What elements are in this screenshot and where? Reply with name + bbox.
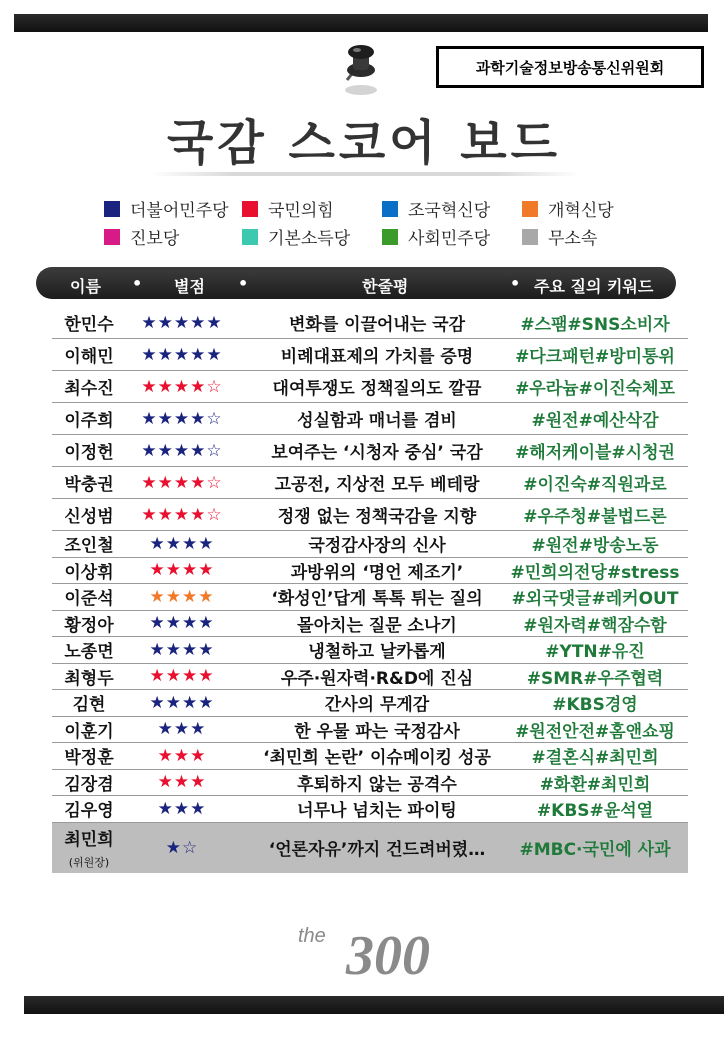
- one-line-review: 간사의 무게감: [324, 695, 430, 716]
- star-rating: ★★★★☆: [141, 440, 223, 461]
- bottom-decorative-bar: [24, 996, 724, 1014]
- legend-label: 무소속: [548, 229, 598, 249]
- table-row: [52, 339, 688, 371]
- question-keywords: #KBS경영: [552, 695, 638, 716]
- table-row: [52, 690, 688, 717]
- table-header: [36, 267, 676, 299]
- logo-number: 300: [346, 925, 430, 982]
- top-decorative-bar: [14, 14, 708, 32]
- header-bullet: •: [238, 274, 249, 293]
- member-name: 박정훈: [64, 748, 114, 769]
- the300-logo: [296, 912, 456, 982]
- legend-label: 개혁신당: [548, 201, 614, 221]
- table-row: [52, 637, 688, 664]
- one-line-review: 몰아치는 질문 소나기: [297, 615, 457, 636]
- one-line-review: 비례대표제의 가치를 증명: [280, 347, 474, 367]
- question-keywords: #스팸#SNS소비자: [520, 315, 670, 335]
- header-bullet: •: [132, 274, 143, 293]
- one-line-review: 과방위의 ‘명언 제조기’: [290, 562, 464, 583]
- question-keywords: #결혼식#최민희: [531, 748, 659, 769]
- table-row: [52, 584, 688, 611]
- table-row: [52, 467, 688, 499]
- legend-swatch: [104, 229, 120, 245]
- table-row: [52, 435, 688, 467]
- page-title: 국감 스코어 보드: [167, 115, 561, 171]
- legend-item: [242, 196, 334, 221]
- legend-item: [382, 196, 490, 221]
- member-name: 황정아: [64, 615, 114, 636]
- one-line-review: ‘언론자유’까지 건드려버렸…: [268, 840, 486, 860]
- table-row: [52, 743, 688, 770]
- one-line-review: ‘최민희 논란’ 이슈메이킹 성공: [263, 748, 491, 769]
- legend-swatch: [382, 201, 398, 217]
- question-keywords: #KBS#윤석열: [536, 801, 654, 822]
- star-rating: ★★★★☆: [141, 376, 223, 397]
- member-name: 최형두: [64, 668, 114, 689]
- member-name: 한민수: [64, 315, 114, 335]
- legend-item: [382, 224, 490, 249]
- question-keywords: #해저케이블#시청권: [515, 443, 675, 463]
- legend-swatch: [242, 201, 258, 217]
- legend-swatch: [382, 229, 398, 245]
- one-line-review: 너무나 넘치는 파이팅: [297, 801, 457, 822]
- star-rating: ★★★★☆: [141, 504, 223, 525]
- member-name: 최수진: [64, 379, 114, 399]
- question-keywords: #외국댓글#레커OUT: [511, 589, 679, 610]
- one-line-review: ‘화성인’답게 톡톡 튀는 질의: [271, 589, 483, 610]
- star-rating: ★★★: [157, 745, 207, 766]
- one-line-review: 냉철하고 날카롭게: [308, 642, 446, 663]
- header-bullet: •: [510, 274, 521, 293]
- one-line-review: 대여투쟁도 정책질의도 깔끔: [272, 379, 482, 399]
- member-name: 이정헌: [64, 443, 114, 463]
- member-role: (위원장): [68, 856, 110, 869]
- one-line-review: 후퇴하지 않는 공격수: [297, 774, 457, 795]
- table-row: [52, 531, 688, 558]
- legend-item: [104, 196, 229, 221]
- chair-row: [52, 823, 688, 873]
- star-rating: ★★★★: [149, 560, 215, 581]
- question-keywords: #원전#방송노동: [531, 536, 659, 557]
- member-name: 조인철: [64, 536, 114, 557]
- one-line-review: 고공전, 지상전 모두 베테랑: [274, 475, 480, 495]
- star-rating: ★★★★: [149, 586, 215, 607]
- one-line-review: 국정감사장의 신사: [308, 536, 446, 557]
- legend-label: 기본소득당: [268, 229, 351, 249]
- table-row: [52, 770, 688, 797]
- member-name: 이준석: [64, 589, 114, 610]
- question-keywords: #우주청#불법드론: [523, 507, 667, 527]
- member-name: 김현: [72, 695, 106, 716]
- one-line-review: 변화를 이끌어내는 국감: [288, 315, 466, 335]
- legend-item: [522, 196, 614, 221]
- legend-swatch: [522, 229, 538, 245]
- star-rating: ★★★: [157, 772, 207, 793]
- one-line-review: 보여주는 ‘시청자 중심’ 국감: [271, 443, 483, 463]
- pushpin-icon: [333, 40, 383, 100]
- table-row: [52, 717, 688, 744]
- legend-label: 사회민주당: [408, 229, 491, 249]
- star-rating: ★★★★: [149, 639, 215, 660]
- legend-item: [104, 224, 179, 249]
- question-keywords: #원전안전#홈앤쇼핑: [515, 721, 675, 742]
- legend-swatch: [104, 201, 120, 217]
- header-comment: 한줄평: [362, 277, 409, 296]
- score-table: [52, 307, 688, 873]
- logo-prefix: the: [298, 925, 326, 947]
- question-keywords: #이진숙#직원과로: [523, 475, 667, 495]
- star-rating: ★★★★: [149, 613, 215, 634]
- question-keywords: #화환#최민희: [539, 774, 651, 795]
- star-rating: ★☆: [165, 837, 199, 858]
- question-keywords: #SMR#우주협력: [526, 668, 664, 689]
- star-rating: ★★★★★: [141, 344, 223, 365]
- legend-label: 더불어민주당: [130, 201, 229, 221]
- chair-name-block: [52, 823, 126, 873]
- member-name: 최민희: [64, 830, 114, 850]
- question-keywords: #우라늄#이진숙체포: [515, 379, 675, 399]
- table-row: [52, 796, 688, 823]
- legend-swatch: [522, 201, 538, 217]
- table-row: [52, 558, 688, 585]
- table-row: [52, 371, 688, 403]
- table-row: [52, 307, 688, 339]
- table-row: [52, 499, 688, 531]
- table-row: [52, 611, 688, 638]
- legend-label: 진보당: [130, 229, 180, 249]
- header-keyword: 주요 질의 키워드: [534, 277, 654, 296]
- question-keywords: #다크패턴#방미통위: [515, 347, 675, 367]
- member-name: 신성범: [64, 507, 114, 527]
- legend-label: 국민의힘: [268, 201, 334, 221]
- star-rating: ★★★: [157, 798, 207, 819]
- member-name: 이해민: [64, 347, 114, 367]
- star-rating: ★★★: [157, 719, 207, 740]
- legend-swatch: [242, 229, 258, 245]
- member-name: 이훈기: [64, 721, 114, 742]
- member-name: 이상휘: [64, 562, 114, 583]
- star-rating: ★★★★☆: [141, 472, 223, 493]
- question-keywords: #민희의전당#stress: [510, 562, 680, 583]
- member-name: 김우영: [64, 801, 114, 822]
- header-name: 이름: [70, 277, 101, 296]
- legend-item: [522, 224, 597, 249]
- question-keywords: #MBC·국민에 사과: [519, 840, 671, 860]
- one-line-review: 한 우물 파는 국정감사: [294, 721, 460, 742]
- header-stars: 별점: [174, 277, 205, 296]
- star-rating: ★★★★☆: [141, 408, 223, 429]
- star-rating: ★★★★: [149, 692, 215, 713]
- star-rating: ★★★★: [149, 666, 215, 687]
- committee-label: 과학기술정보방송통신위원회: [436, 46, 704, 88]
- star-rating: ★★★★★: [141, 312, 223, 333]
- member-name: 박충권: [64, 475, 114, 495]
- one-line-review: 우주·원자력·R&D에 진심: [280, 668, 474, 689]
- star-rating: ★★★★: [149, 533, 215, 554]
- member-name: 이주희: [64, 411, 114, 431]
- member-name: 김장겸: [64, 774, 114, 795]
- member-name: 노종면: [64, 642, 114, 663]
- question-keywords: #YTN#유진: [545, 642, 645, 663]
- one-line-review: 성실함과 매너를 겸비: [297, 411, 457, 431]
- question-keywords: #원자력#핵잠수함: [523, 615, 667, 636]
- table-row: [52, 664, 688, 691]
- legend-item: [242, 224, 350, 249]
- title-underline: [150, 172, 580, 176]
- legend-label: 조국혁신당: [408, 201, 491, 221]
- one-line-review: 정쟁 없는 정책국감을 지향: [277, 507, 477, 527]
- table-row: [52, 403, 688, 435]
- question-keywords: #원전#예산삭감: [531, 411, 659, 431]
